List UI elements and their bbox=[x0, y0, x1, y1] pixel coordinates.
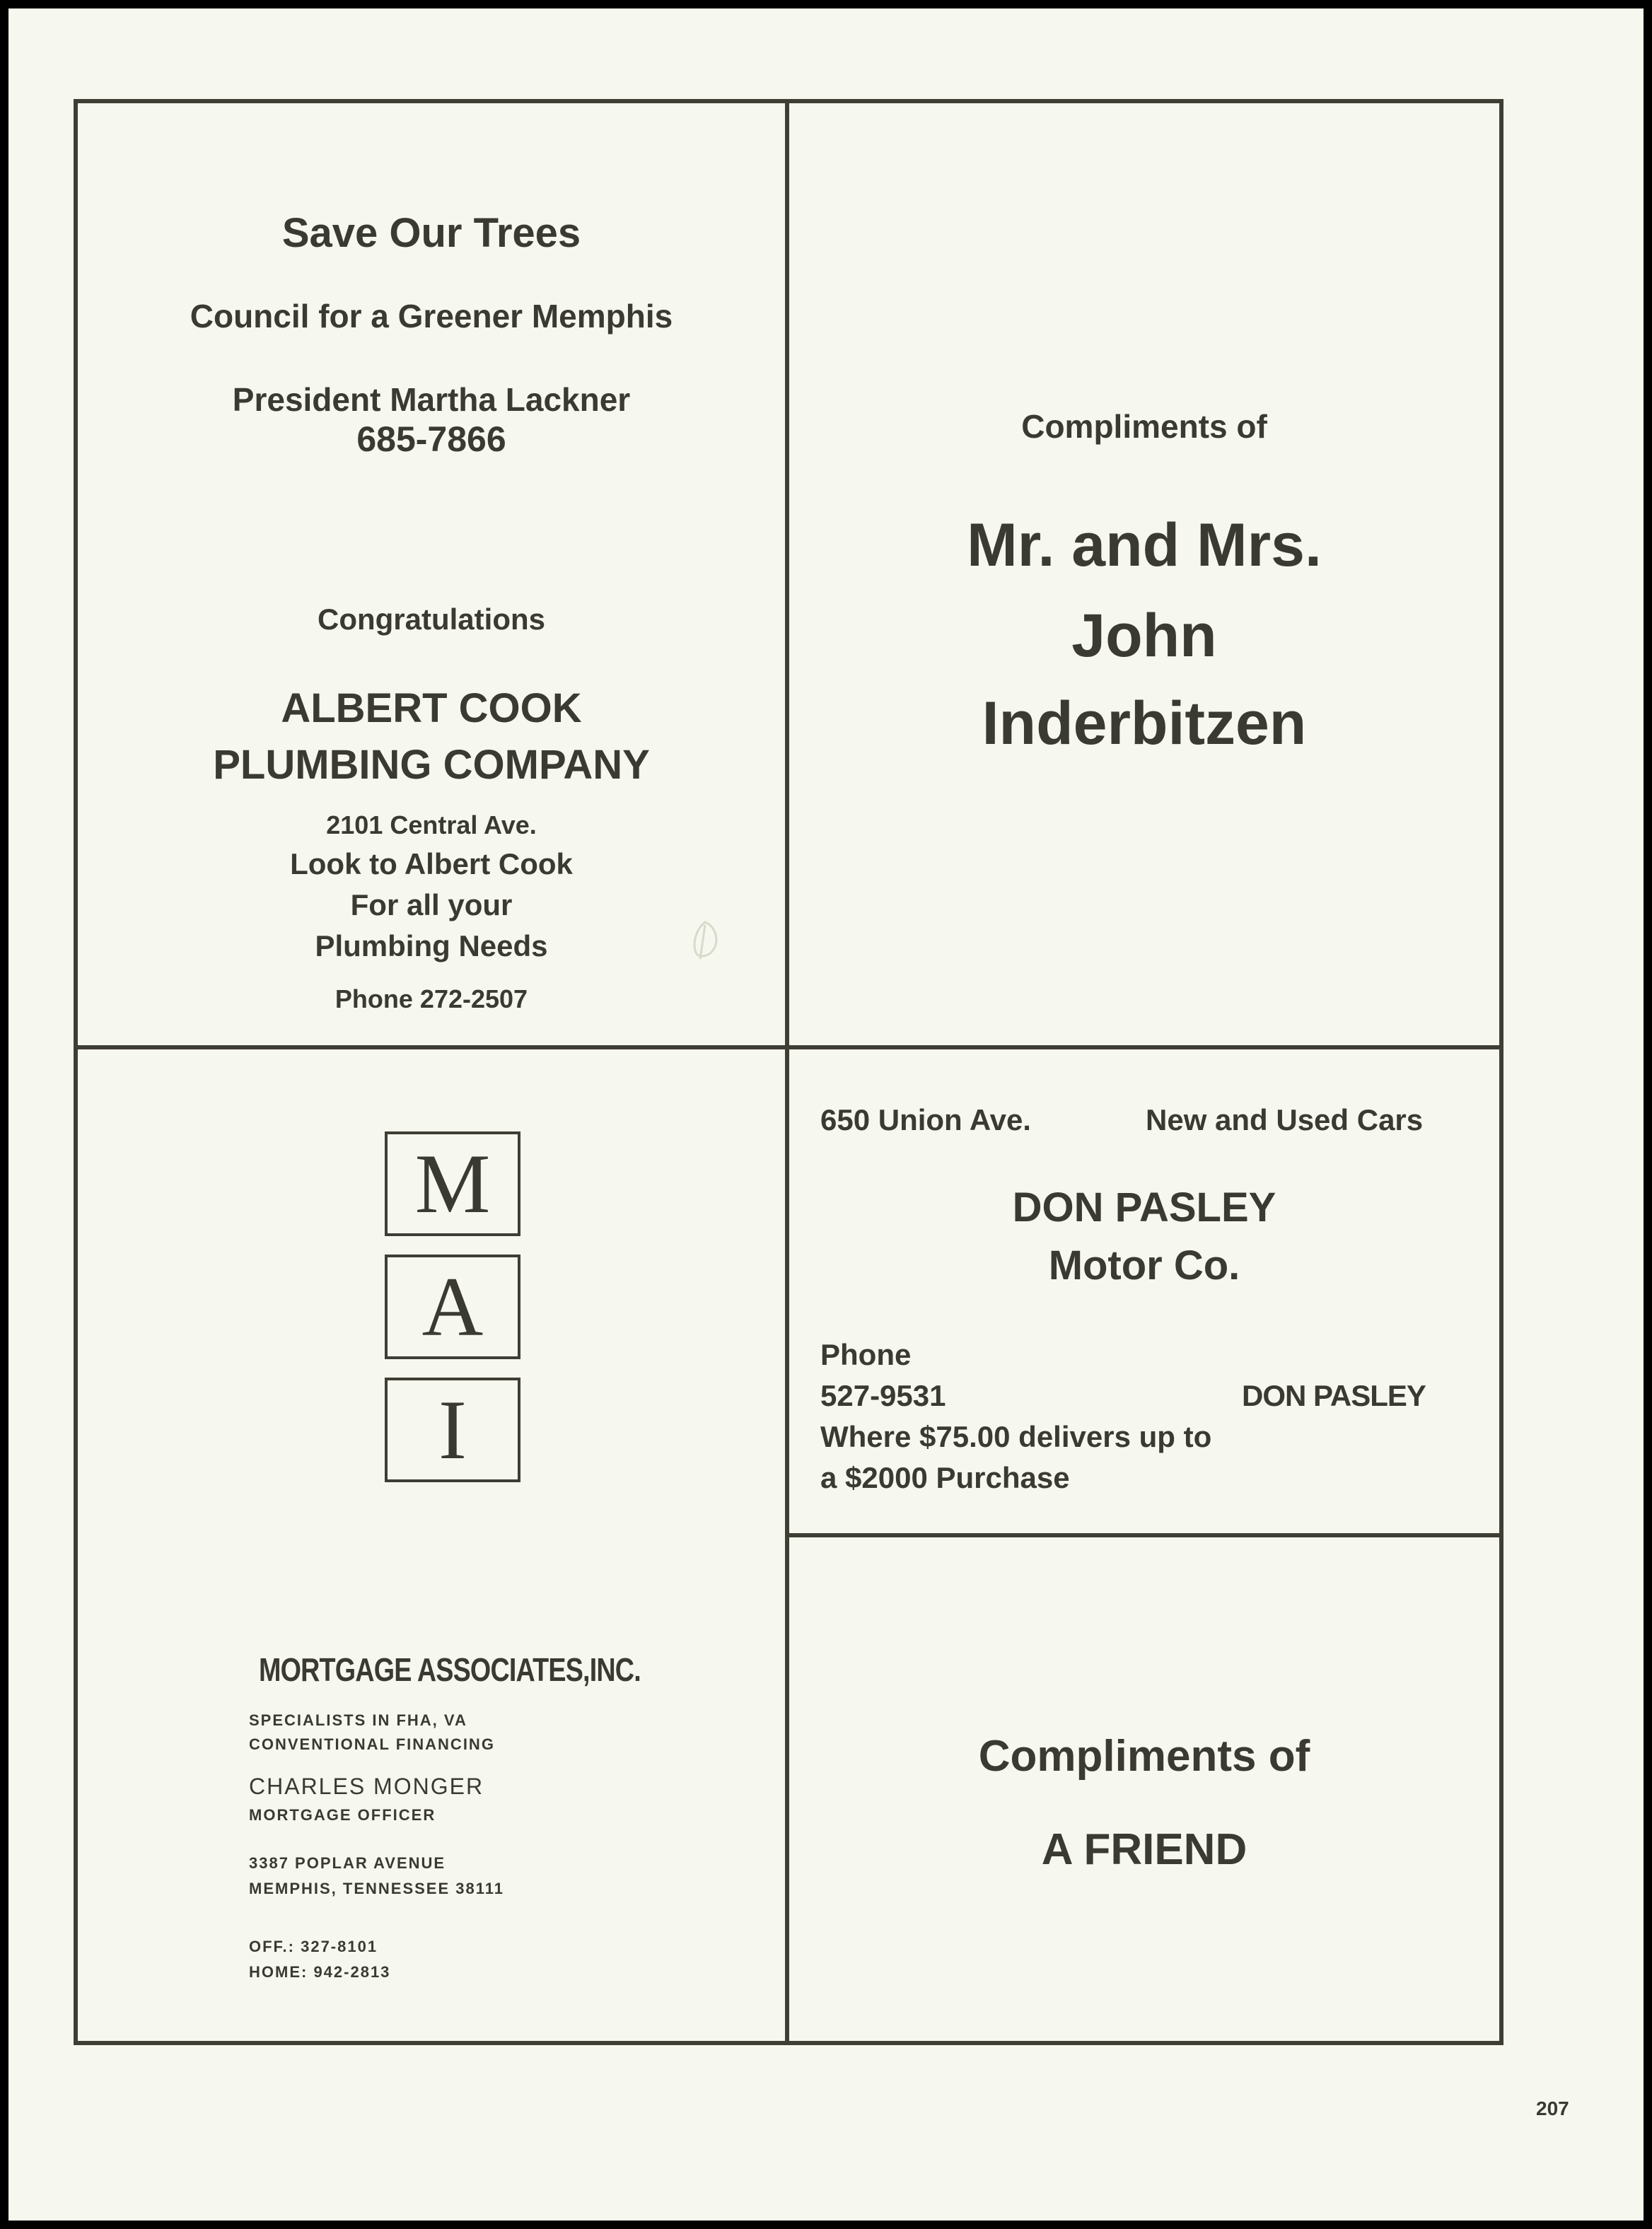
mai-logo-box-m: M bbox=[385, 1131, 520, 1236]
ad-cell-friend bbox=[789, 1537, 1499, 2041]
pasley-phone-label: Phone bbox=[820, 1338, 912, 1371]
inderbitzen-line1: Mr. and Mrs. bbox=[967, 511, 1322, 579]
plumbing-address: 2101 Central Ave. bbox=[326, 810, 537, 839]
friend-intro: Compliments of bbox=[978, 1732, 1310, 1781]
trees-phone: 685-7866 bbox=[356, 419, 506, 459]
trees-org: Council for a Greener Memphis bbox=[190, 298, 673, 334]
trees-president: President Martha Lackner bbox=[232, 381, 631, 418]
plumbing-name-line1: ALBERT COOK bbox=[281, 685, 582, 731]
page-number: 207 bbox=[1536, 2097, 1569, 2119]
mai-contact-title: MORTGAGE OFFICER bbox=[249, 1806, 436, 1824]
inderbitzen-line2: John bbox=[1071, 602, 1217, 670]
mai-company: MORTGAGE ASSOCIATES,INC. bbox=[259, 1651, 641, 1688]
ad-grid bbox=[74, 99, 1503, 2045]
plumbing-slogan-line2: For all your bbox=[350, 888, 513, 921]
pasley-signature: DON PASLEY bbox=[1242, 1379, 1426, 1412]
ad-cell-pasley bbox=[789, 1049, 1499, 1533]
mai-address-line2: MEMPHIS, TENNESSEE 38111 bbox=[249, 1880, 505, 1897]
plumbing-name-line2: PLUMBING COMPANY bbox=[213, 742, 650, 788]
ad-cell-inderbitzen bbox=[789, 103, 1499, 1045]
pasley-address: 650 Union Ave. bbox=[820, 1103, 1031, 1136]
plumbing-slogan-line3: Plumbing Needs bbox=[315, 929, 548, 962]
pasley-tagline: New and Used Cars bbox=[1146, 1103, 1424, 1136]
mai-office-phone: OFF.: 327-8101 bbox=[249, 1938, 378, 1955]
mai-logo-box-i: I bbox=[385, 1378, 520, 1482]
ad-cell-mai bbox=[78, 1049, 785, 2041]
mai-contact-name: CHARLES MONGER bbox=[249, 1774, 484, 1799]
mai-specialty-line1: SPECIALISTS IN FHA, VA bbox=[249, 1711, 467, 1729]
plumbing-phone: Phone 272-2507 bbox=[335, 984, 528, 1013]
pasley-offer-line2: a $2000 Purchase bbox=[820, 1461, 1070, 1494]
pasley-offer-line1: Where $75.00 delivers up to bbox=[820, 1420, 1212, 1453]
pasley-phone: 527-9531 bbox=[820, 1379, 946, 1412]
inderbitzen-intro: Compliments of bbox=[1021, 408, 1267, 445]
inderbitzen-line3: Inderbitzen bbox=[982, 689, 1307, 757]
mai-home-phone: HOME: 942-2813 bbox=[249, 1963, 391, 1981]
ad-cell-trees-plumbing bbox=[78, 103, 785, 1045]
friend-name: A FRIEND bbox=[1041, 1825, 1247, 1874]
mai-specialty-line2: CONVENTIONAL FINANCING bbox=[249, 1735, 495, 1753]
pasley-name-line2: Motor Co. bbox=[1048, 1242, 1240, 1288]
mai-address-line1: 3387 POPLAR AVENUE bbox=[249, 1854, 446, 1872]
plumbing-greeting: Congratulations bbox=[318, 603, 545, 636]
trees-headline: Save Our Trees bbox=[281, 210, 581, 256]
yearbook-page bbox=[8, 8, 1644, 2221]
mai-logo-box-a: A bbox=[385, 1255, 520, 1359]
leaf-icon bbox=[687, 919, 723, 962]
pasley-name-line1: DON PASLEY bbox=[1012, 1185, 1276, 1230]
plumbing-slogan-line1: Look to Albert Cook bbox=[290, 847, 573, 880]
